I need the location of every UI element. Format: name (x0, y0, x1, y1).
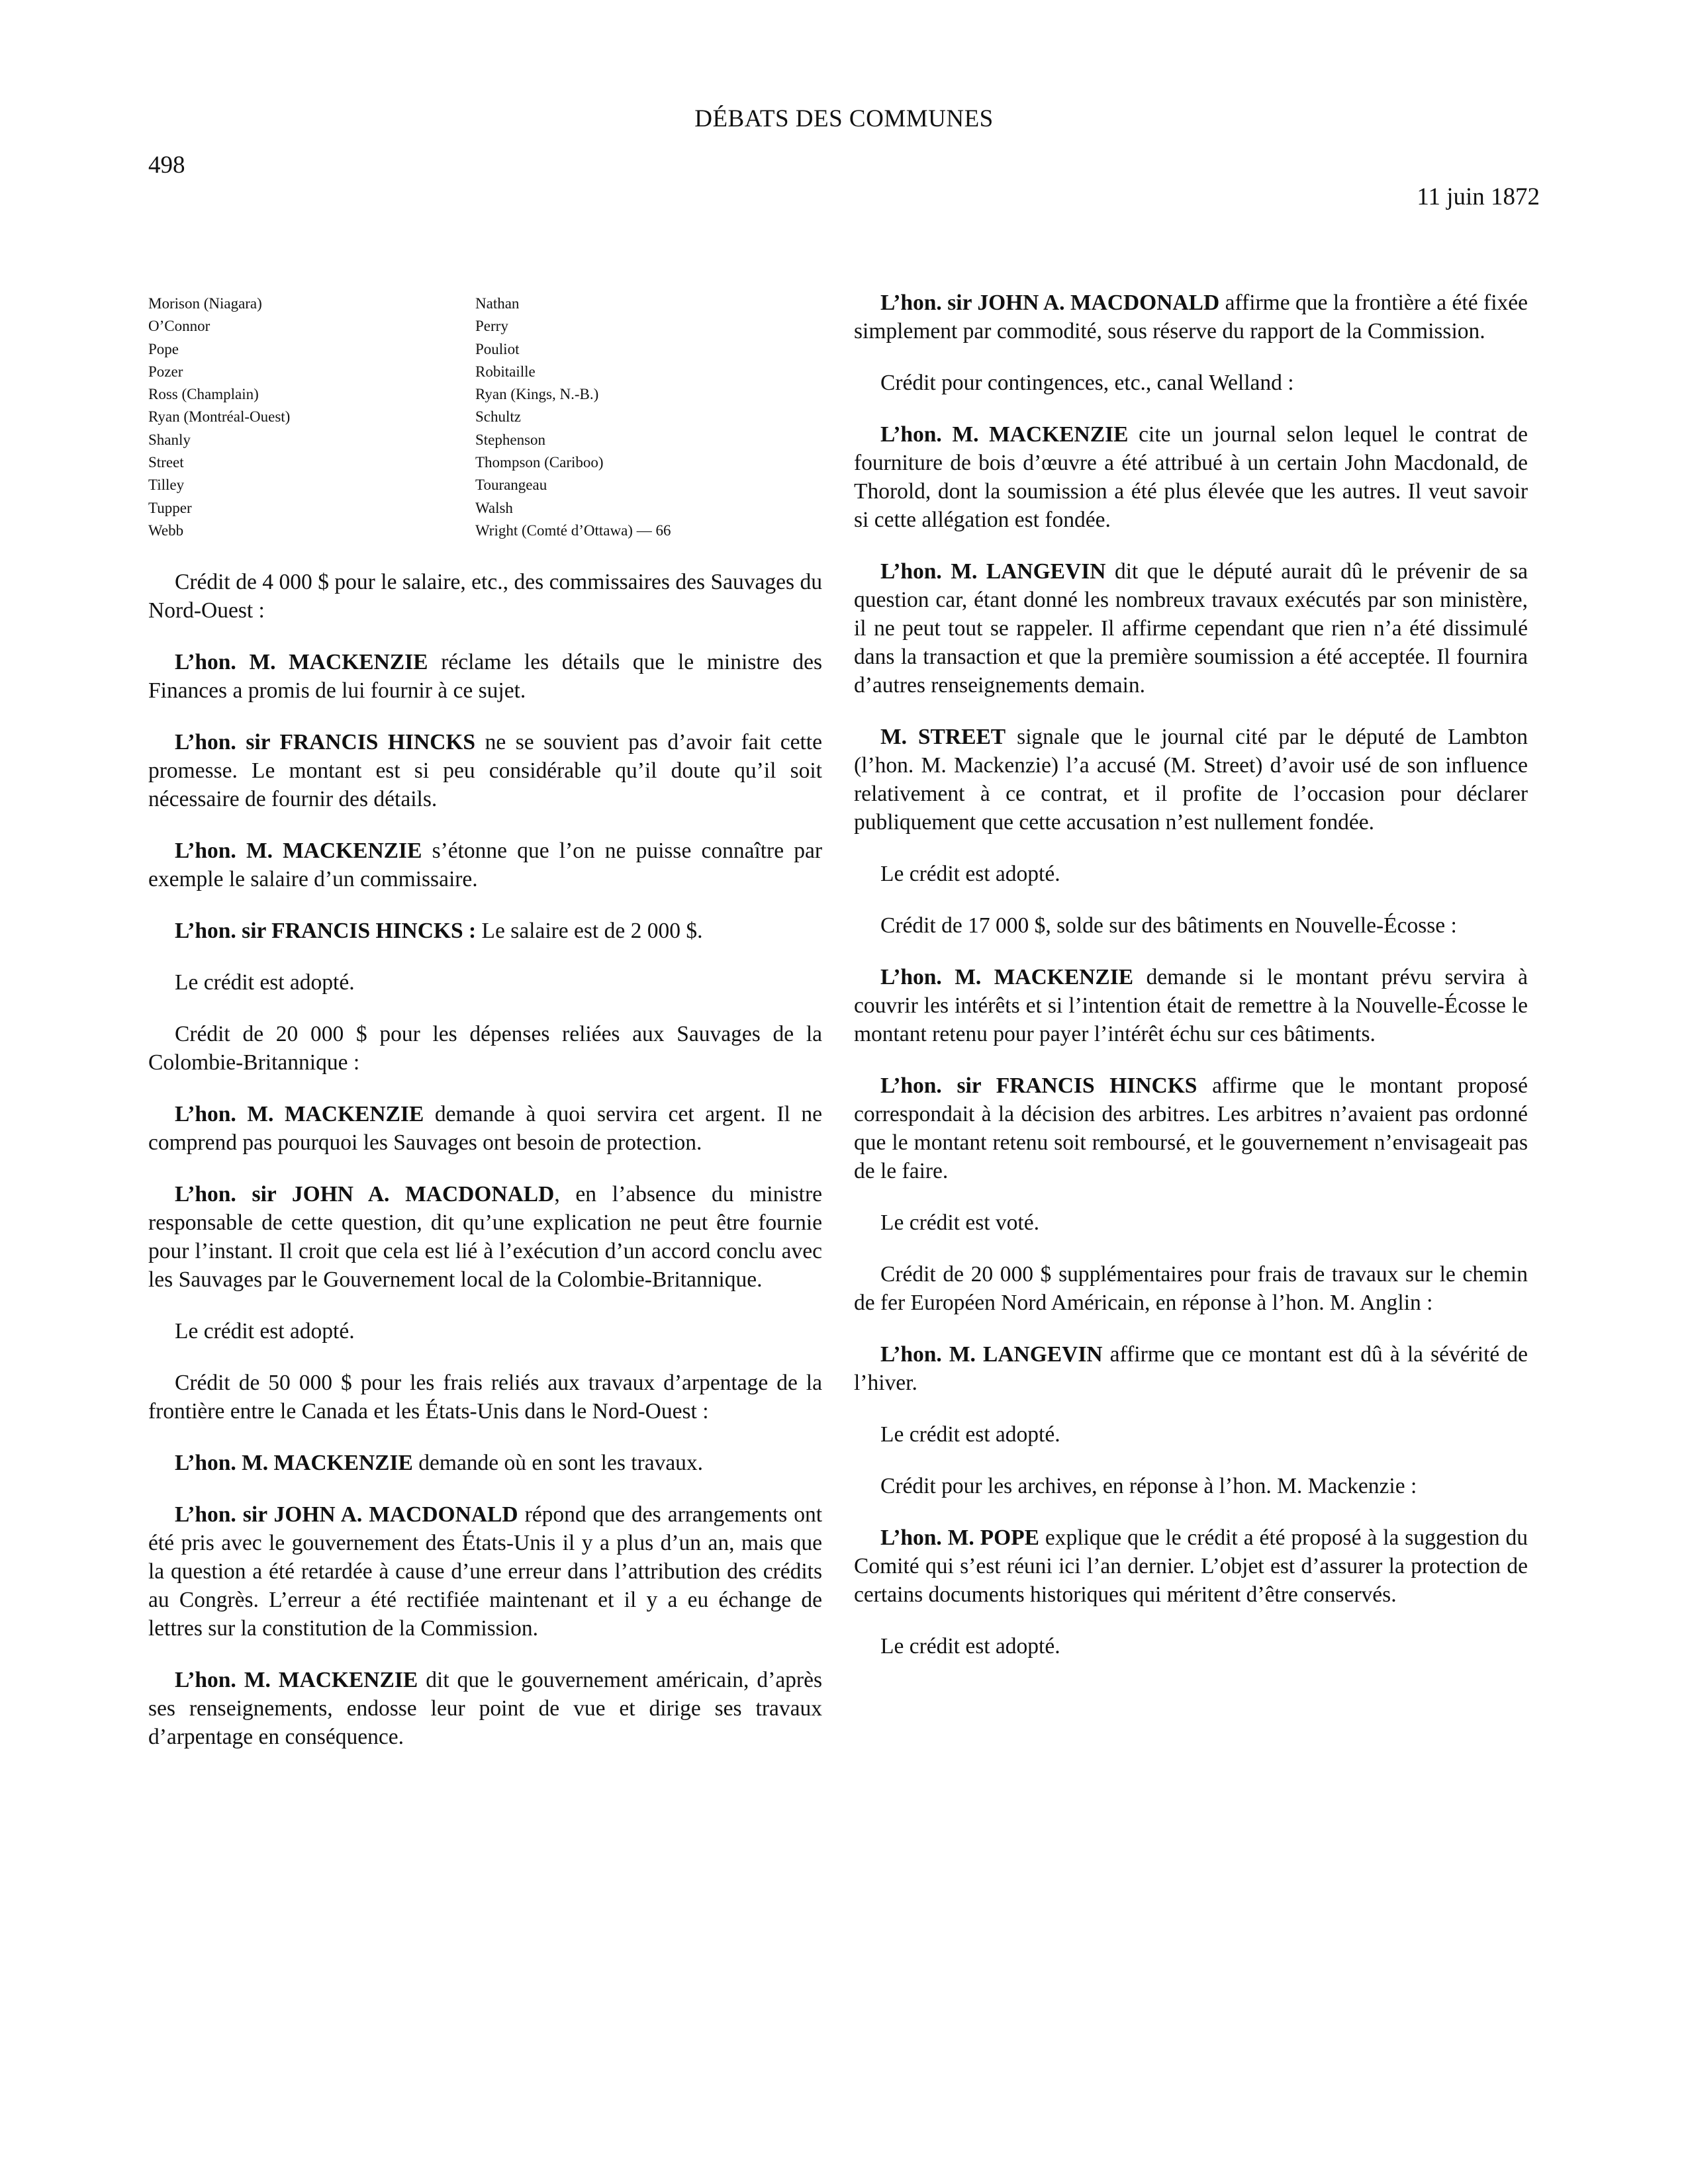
vote-list-name: Pouliot (475, 340, 520, 357)
page-header-title: DÉBATS DES COMMUNES (694, 105, 994, 132)
right-column-body (854, 289, 1528, 1661)
paragraph-text: répond que des arrangements ont été pris avec le gouvernement des États-Unis il y a plus d’un an, mais que la question a été retardée à cause d’une erreur dans l’attribution des crédits au Congrès. L’erreur a été rectifiée maintenant et il y a eu échange de lettres sur la constitution de la Commission. (148, 1502, 823, 1641)
vote-list-name: Ryan (Kings, N.-B.) (475, 386, 599, 403)
paragraph (148, 968, 822, 997)
paragraph-text: Le salaire est de 2 000 $. (476, 919, 703, 943)
vote-list (148, 293, 822, 544)
speaker-name: L’hon. M. MACKENZIE (880, 422, 1129, 447)
paragraph (854, 1340, 1528, 1397)
vote-list-name: Pozer (148, 363, 183, 380)
paragraph (148, 1449, 822, 1477)
vote-list-name: Tilley (148, 477, 185, 494)
vote-list-name: Pope (148, 340, 179, 357)
vote-list-name: Stephenson (475, 431, 546, 448)
paragraph (854, 557, 1528, 700)
paragraph (854, 369, 1528, 397)
paragraph (854, 1420, 1528, 1449)
paragraph-text: demande à quoi servira cet argent. Il ne comprend pas pourquoi les Sauvages ont besoin de protection. (148, 1102, 822, 1155)
paragraph-text: Crédit de 17 000 $, solde sur des bâtiments en Nouvelle-Écosse : (880, 913, 1457, 938)
speaker-name: L’hon. M. MACKENZIE (175, 1102, 424, 1126)
speaker-name: L’hon. M. MACKENZIE (175, 839, 422, 863)
left-column-body (148, 568, 822, 1751)
paragraph-text: ne se souvient pas d’avoir fait cette promesse. Le montant est si peu considérable qu’il doute qu’il soit nécessaire de fournir des détails. (148, 730, 822, 811)
vote-list-name: Wright (Comté d’Ottawa) — 66 (475, 522, 671, 539)
paragraph-text: Crédit pour contingences, etc., canal Welland : (880, 371, 1294, 395)
speaker-name: L’hon. sir FRANCIS HINCKS (880, 1073, 1197, 1098)
speaker-name: L’hon. M. MACKENZIE (175, 1451, 413, 1475)
paragraph (854, 1260, 1528, 1317)
paragraph (148, 1100, 822, 1157)
left-column (148, 289, 822, 1774)
vote-list-name: Robitaille (475, 363, 536, 380)
speaker-name: L’hon. sir FRANCIS HINCKS (175, 730, 476, 754)
paragraph-text: affirme que le montant proposé correspondait à la décision des arbitres. Les arbitres n’avaient pas ordonné que le montant retenu soit remboursé, et le gouvernement n’envisageait pas de le faire. (854, 1073, 1528, 1183)
vote-list-name: Thompson (Cariboo) (475, 454, 604, 471)
vote-list-name: Street (148, 454, 184, 471)
paragraph-text: Crédit de 4 000 $ pour le salaire, etc., des commissaires des Sauvages du Nord-Ouest : (148, 570, 822, 623)
paragraph (854, 1472, 1528, 1500)
paragraph (148, 917, 822, 945)
paragraph (148, 648, 822, 705)
paragraph-text: Le crédit est adopté. (880, 1422, 1060, 1447)
vote-list-name: Perry (475, 318, 508, 335)
paragraph-text: dit que le député aurait dû le prévenir de sa question car, étant donné les nombreux travaux exécutés par son ministère, il ne peut tout se rappeler. Il affirme cependant que rien n’a été dissimulé dans la transaction et que la première soumission a été acceptée. Il fournira d’autres renseignements demain. (854, 559, 1528, 698)
paragraph (854, 963, 1528, 1048)
vote-list-name: Webb (148, 522, 184, 539)
page-number: 498 (148, 152, 185, 179)
paragraph-text: Le crédit est adopté. (880, 1634, 1060, 1659)
paragraph (854, 1632, 1528, 1661)
paragraph-text: demande où en sont les travaux. (412, 1451, 704, 1475)
speaker-name: L’hon. M. MACKENZIE (175, 650, 428, 674)
paragraph (148, 1500, 822, 1643)
paragraph (148, 1369, 822, 1426)
paragraph-text: cite un journal selon lequel le contrat de fourniture de bois d’œuvre a été attribué à un certain John Macdonald, de Thorold, dont la soumission a été plus élevée que les autres. Il veut savoir si cette allégation est fondée. (854, 422, 1528, 532)
paragraph-text: s’étonne que l’on ne puisse connaître par exemple le salaire d’un commissaire. (148, 839, 822, 891)
vote-list-name: Morison (Niagara) (148, 295, 262, 312)
vote-list-name: Ross (Champlain) (148, 386, 259, 403)
paragraph-text: Le crédit est adopté. (175, 970, 355, 995)
page-date: 11 juin 1872 (1417, 183, 1540, 210)
vote-list-name: Schultz (475, 408, 521, 426)
paragraph-text: Le crédit est adopté. (880, 862, 1060, 886)
speaker-name: L’hon. sir JOHN A. MACDONALD (880, 291, 1220, 315)
paragraph (854, 1524, 1528, 1609)
vote-list-name: Tourangeau (475, 477, 547, 494)
vote-list-column-1 (148, 293, 290, 542)
paragraph (854, 911, 1528, 940)
speaker-name: L’hon. sir FRANCIS HINCKS : (175, 919, 477, 943)
vote-list-column-2 (475, 293, 671, 542)
paragraph (854, 1071, 1528, 1185)
vote-list-name: Shanly (148, 431, 191, 448)
paragraph (854, 420, 1528, 534)
paragraph (854, 860, 1528, 888)
speaker-name: L’hon. M. MACKENZIE (880, 965, 1134, 989)
paragraph (148, 1666, 822, 1751)
paragraph-text: , en l’absence du ministre responsable de cette question, dit qu’une explication ne peut être fournie pour l’instant. Il croit que cela est lié à l’exécution d’un accord conclu avec les Sauvages par le Gouvernement local de la Colombie-Britannique. (148, 1182, 823, 1292)
paragraph-text: affirme que ce montant est dû à la sévérité de l’hiver. (854, 1342, 1528, 1395)
paragraph-text: Crédit pour les archives, en réponse à l’hon. M. Mackenzie : (880, 1474, 1417, 1498)
right-column (854, 289, 1528, 1684)
paragraph (148, 837, 822, 893)
paragraph (854, 1208, 1528, 1237)
speaker-name: L’hon. M. LANGEVIN (880, 559, 1106, 584)
paragraph (148, 568, 822, 625)
paragraph-text: Crédit de 20 000 $ pour les dépenses reliées aux Sauvages de la Colombie-Britannique : (148, 1022, 822, 1075)
speaker-name: L’hon. sir JOHN A. MACDONALD (175, 1182, 555, 1206)
paragraph-text: Le crédit est adopté. (175, 1319, 355, 1343)
paragraph (854, 723, 1528, 837)
speaker-name: L’hon. M. LANGEVIN (880, 1342, 1103, 1367)
vote-list-name: Walsh (475, 499, 513, 516)
speaker-name: L’hon. M. MACKENZIE (175, 1668, 418, 1692)
speaker-name: L’hon. sir JOHN A. MACDONALD (175, 1502, 518, 1527)
vote-list-name: O’Connor (148, 318, 211, 335)
paragraph-text: Le crédit est voté. (880, 1210, 1039, 1235)
paragraph (148, 1180, 822, 1294)
paragraph-text: signale que le journal cité par le député de Lambton (l’hon. M. Mackenzie) l’a accusé (M. Street) d’avoir usé de son influence relativement à ce contrat, et il profite de l’occasion pour déclarer publiquement que cette accusation n’est nullement fondée. (854, 725, 1528, 835)
paragraph-text: affirme que la frontière a été fixée simplement par commodité, sous réserve du rapport de la Commission. (854, 291, 1528, 343)
paragraph (148, 728, 822, 813)
paragraph-text: explique que le crédit a été proposé à la suggestion du Comité qui s’est réuni ici l’an dernier. L’objet est d’assurer la protection de certains documents historiques qui méritent d’être conservés. (854, 1525, 1528, 1607)
paragraph-text: Crédit de 20 000 $ supplémentaires pour frais de travaux sur le chemin de fer Européen Nord Américain, en réponse à l’hon. M. Anglin : (854, 1262, 1528, 1315)
paragraph-text: demande si le montant prévu servira à couvrir les intérêts et si l’intention était de remettre à la Nouvelle-Écosse le montant retenu pour payer l’intérêt échu sur ces bâtiments. (854, 965, 1528, 1046)
paragraph-text: Crédit de 50 000 $ pour les frais reliés aux travaux d’arpentage de la frontière entre le Canada et les États-Unis dans le Nord-Ouest : (148, 1371, 822, 1424)
paragraph-text: réclame les détails que le ministre des Finances a promis de lui fournir à ce sujet. (148, 650, 822, 703)
vote-list-name: Ryan (Montréal-Ouest) (148, 408, 291, 426)
paragraph (148, 1020, 822, 1077)
paragraph (854, 289, 1528, 345)
paragraph-text: dit que le gouvernement américain, d’après ses renseignements, endosse leur point de vue et dirige ses travaux d’arpentage en conséquence. (148, 1668, 822, 1749)
paragraph (148, 1317, 822, 1345)
speaker-name: M. STREET (880, 725, 1006, 749)
vote-list-name: Tupper (148, 499, 192, 516)
vote-list-name: Nathan (475, 295, 520, 312)
speaker-name: L’hon. M. POPE (880, 1525, 1039, 1550)
